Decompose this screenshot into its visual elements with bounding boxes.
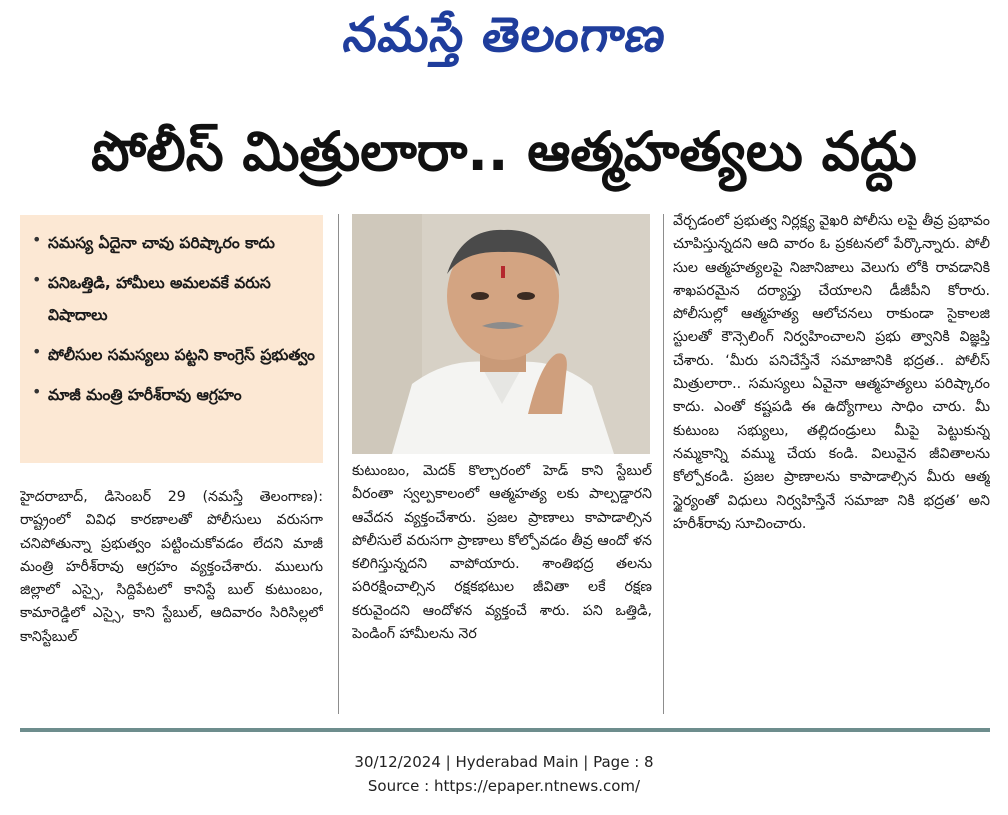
highlight-item xyxy=(32,267,315,331)
bullet-icon: • xyxy=(32,270,42,289)
highlight-text: సమస్య ఏదైనా చావు పరిష్కారం కాదు xyxy=(48,234,275,252)
highlight-text: పనిఒత్తిడి, హామీలు అమలవకే వరుస విషాదాలు xyxy=(48,274,271,324)
bullet-icon: • xyxy=(32,230,42,249)
article-headline: పోలీస్ మిత్రులారా.. ఆత్మహత్యలు వద్దు xyxy=(91,119,917,183)
highlight-text: మాజీ మంత్రి హరీశ్‌రావు ఆగ్రహం xyxy=(48,386,242,404)
column-divider xyxy=(338,214,339,714)
highlight-text: పోలీసుల సమస్యలు పట్టని కాంగ్రెస్ ప్రభుత్వం xyxy=(48,346,315,364)
bullet-icon: • xyxy=(32,382,42,401)
highlights-box xyxy=(20,215,323,463)
bottom-rule xyxy=(20,728,990,732)
source-link[interactable]: Source : https://epaper.ntnews.com/ xyxy=(367,777,641,795)
masthead xyxy=(0,0,1008,82)
column-divider xyxy=(663,214,664,714)
article-paragraph: హైదరాబాద్, డిసెంబర్ 29 (నమస్తే తెలంగాణ): రాష్ట్రంలో వివిధ కారణాలతో పోలీసులు వరుసగా చనిపోతున్నా ప్రభుత్వం పట్టించుకోవడం లేదని మాజీ మంత్రి హరీశ్‌రావు ఆగ్రహం వ్యక్తంచేశారు. ములుగు జిల్లాలో ఎస్సై, సిద్దిపేటలో కానిస్టే బుల్ కుటుంబం, కామారెడ్డిలో ఎస్సై, కాని స్టేబుల్, ఆదివారం సిరిసిల్లలో కానిస్టేబుల్ xyxy=(20,489,323,645)
highlight-item xyxy=(32,339,315,371)
portrait-photo xyxy=(352,214,650,454)
article-column-3 xyxy=(673,210,990,710)
article-paragraph: కుటుంబం, మెదక్ కొల్చారంలో హెడ్ కాని స్టేబుల్ వీరంతా స్వల్పకాలంలో ఆత్మహత్య లకు పాల్పడ్డారని ఆవేదన వ్యక్తంచేశారు. ప్రజల ప్రాణాలు కాపాడాల్సిన పోలీసులే వరుసగా ప్రాణాలు కోల్పోవడం తీవ్ర ఆందో ళన కలిగిస్తున్నదని వాపోయారు. శాంతిభద్ర తలను పరిరక్షించాల్సిన రక్షకభటుల జీవితా లకే రక్షణ కరువైందని ఆందోళన వ్యక్తంచే శారు. పని ఒత్తిడి, పెండింగ్ హామీలను నెర xyxy=(352,463,652,643)
article-column-2 xyxy=(352,460,652,712)
highlight-item xyxy=(32,379,315,411)
article-paragraph: వేర్చడంలో ప్రభుత్వ నిర్లక్ష్య వైఖరి పోలీసు లపై తీవ్ర ప్రభావం చూపిస్తున్నదని ఆది వారం ఓ ప్రకటనలో పేర్కొన్నారు. పోలీ సుల ఆత్మహత్యలపై నిజానిజాలు వెలుగు లోకి రావడానికి శాఖపరమైన దర్యాప్తు చేయాలని డీజీపీని కోరారు. పోలీసుల్లో ఆత్మహత్య ఆలోచనలు రాకుండా సైకాలజి స్టులతో కౌన్సెలింగ్ నిర్వహించాలని ప్రభు త్వానికి విజ్ఞప్తి చేశారు. ‘మీరు పనిచేస్తేనే సమాజానికి భద్రత.. పోలీస్ మిత్రులారా.. సమస్యలు ఏవైనా ఆత్మహత్యలు పరిష్కారం కాదు. ఎంతో కష్టపడి ఈ ఉద్యోగాలు సాధిం చారు. మీ కుటుంబ సభ్యులు, తల్లిదండ్రులు మీపై పెట్టుకున్న నమ్మకాన్ని వమ్ము చేయ కండి. విలువైన జీవితాలను కోల్పోకండి. ప్రజల ప్రాణాలను కాపాడాల్సిన మీరు ఆత్మ స్థైర్యంతో విధులు నిర్వహిస్తేనే సమాజా నికి భద్రత’ అని హరీశ్‌రావు సూచించారు. xyxy=(673,213,990,532)
article-column-1 xyxy=(20,486,323,712)
bullet-icon: • xyxy=(32,342,42,361)
newspaper-logo: నమస్తే తెలంగాణ xyxy=(339,7,671,63)
highlight-item xyxy=(32,227,315,259)
edition-info: 30/12/2024 | Hyderabad Main | Page : 8 xyxy=(354,753,654,771)
portrait-illustration xyxy=(352,214,650,454)
